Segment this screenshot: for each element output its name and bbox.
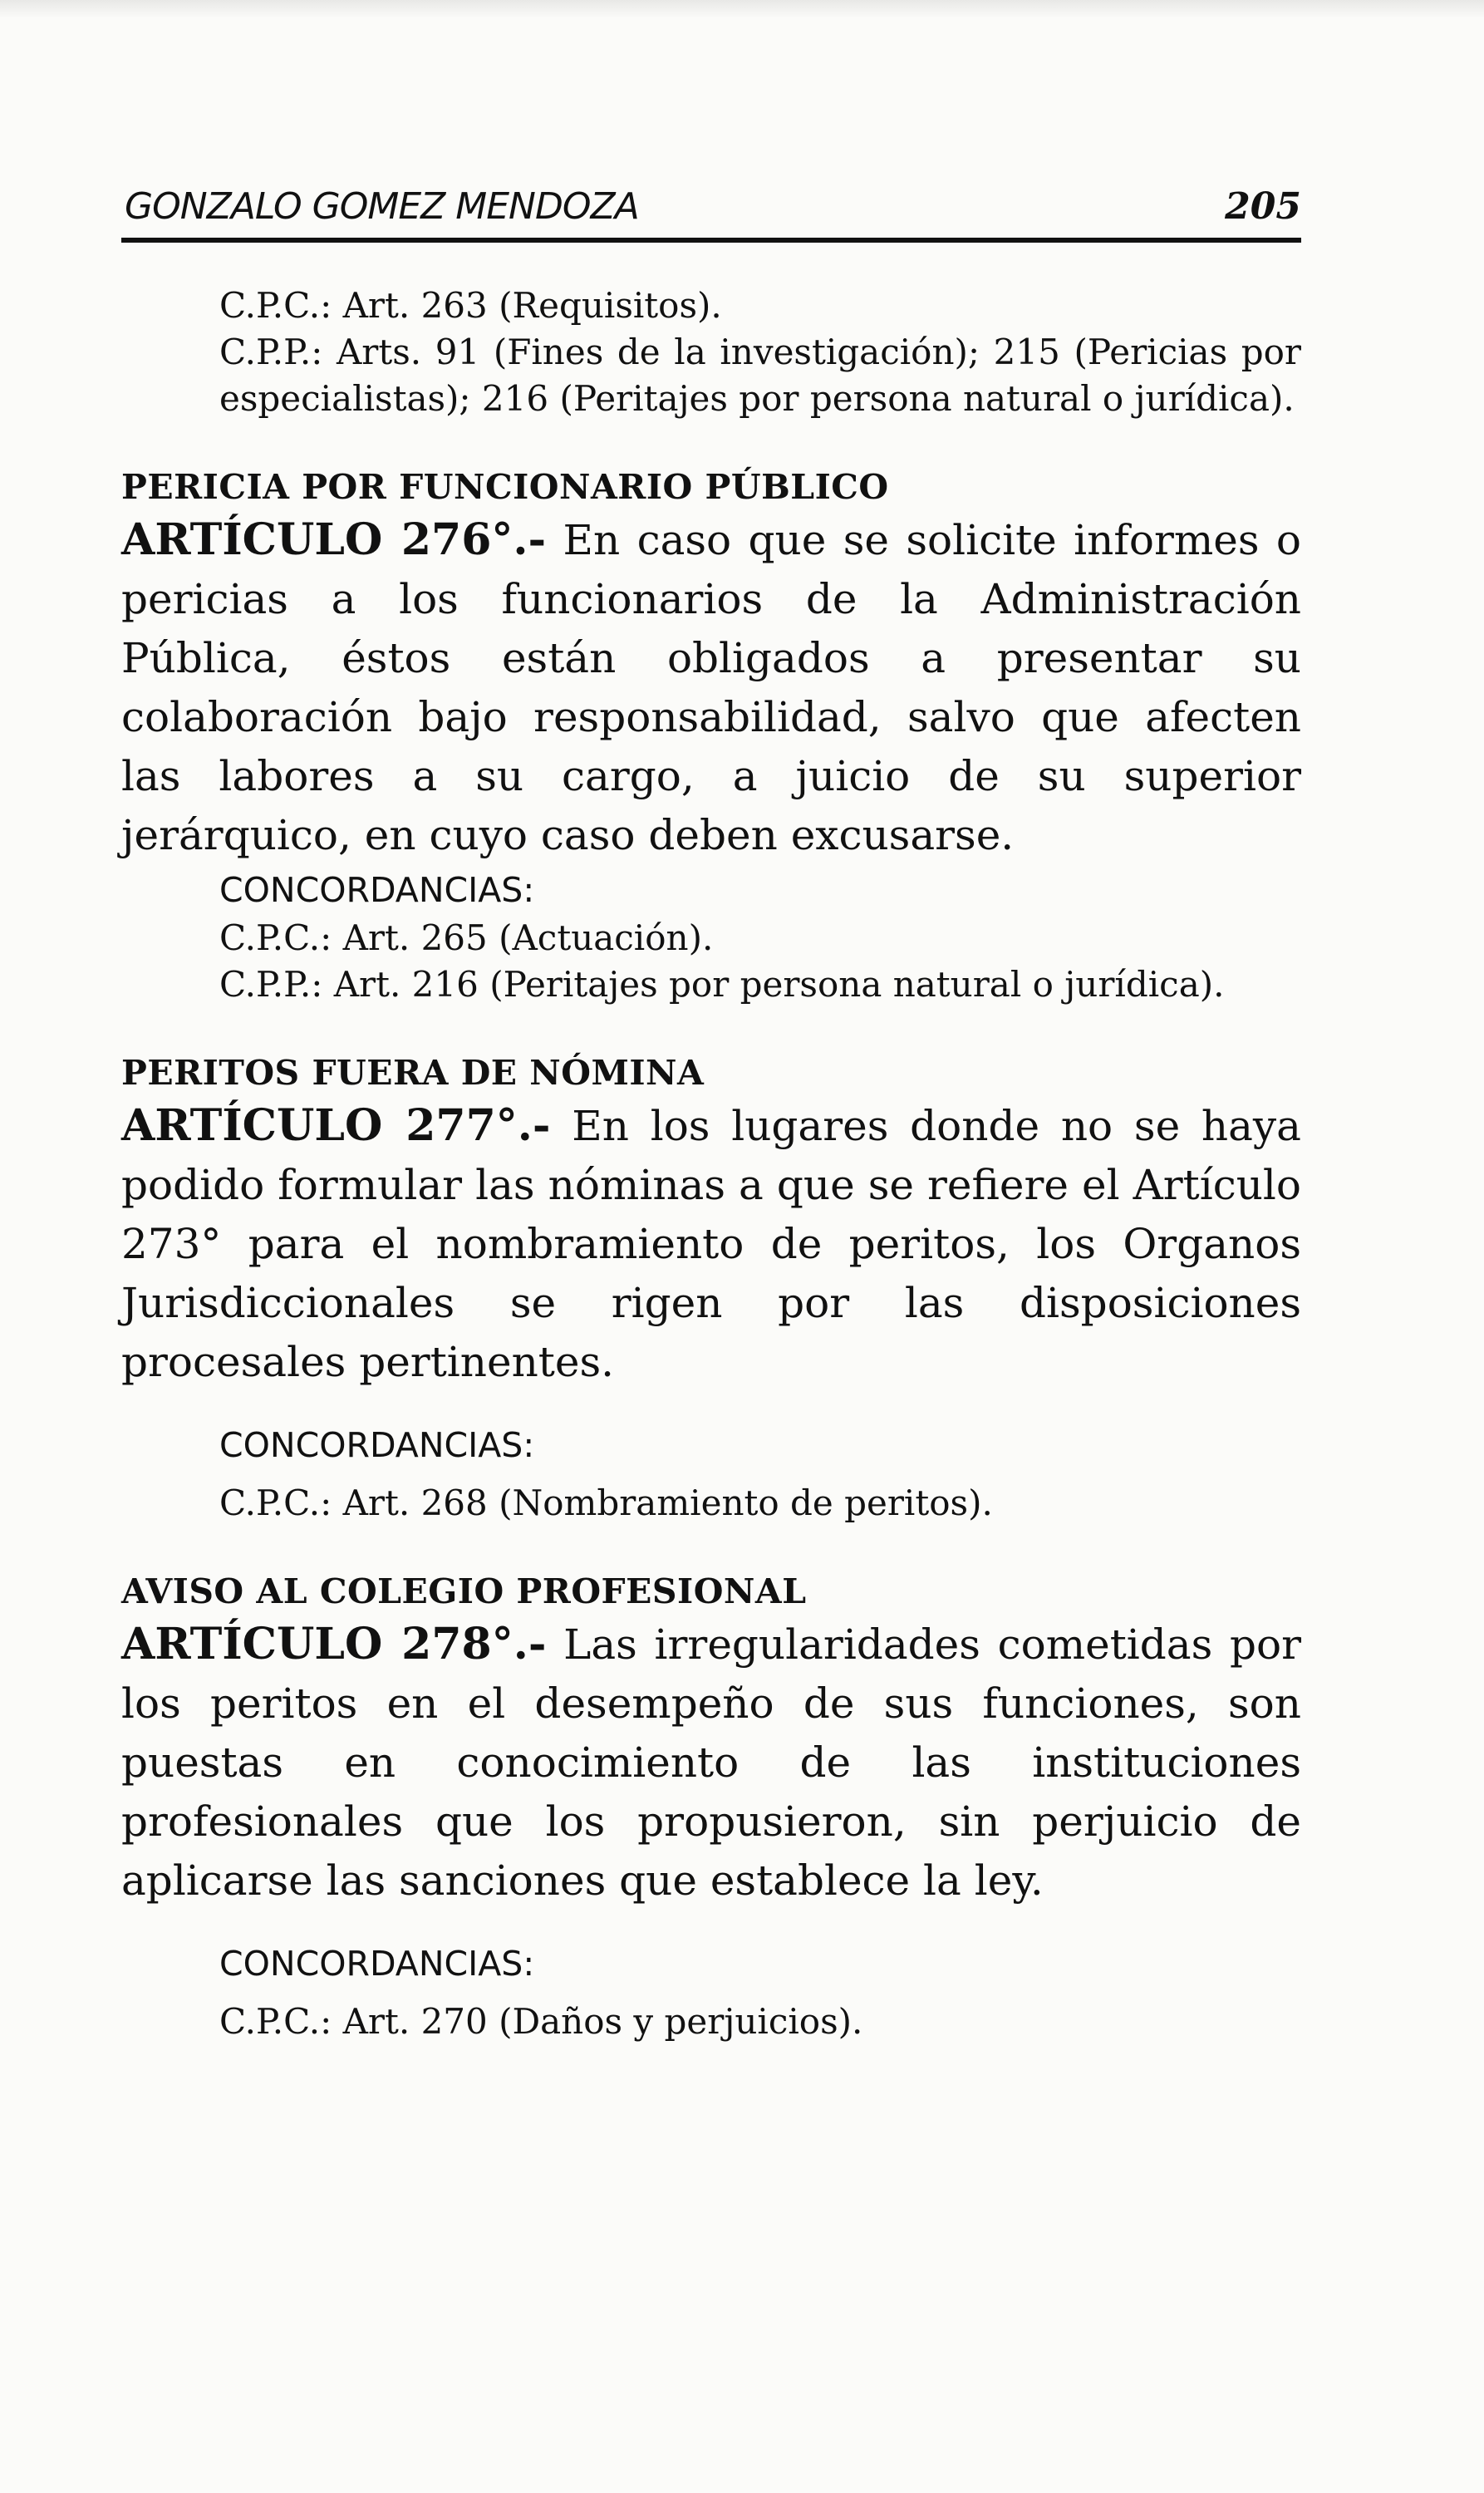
- header-author: GONZALO GOMEZ MENDOZA: [125, 185, 639, 228]
- concordancias-label-278: CONCORDANCIAS:: [219, 1944, 535, 1984]
- section-heading-278: AVISO AL COLEGIO PROFESIONAL: [121, 1571, 807, 1611]
- article-278: [121, 1615, 1301, 1910]
- concordancia-ref: C.P.C.: Art. 270 (Daños y perjuicios).: [219, 2001, 863, 2042]
- article-text-278: Las irregularidades cometidas por los peritos en el desempeño de sus funciones, son puestas en conocimiento de las instituciones profesionales que los propusieron, sin perjuicio de aplicarse las sanciones que establece la ley.: [121, 1620, 1301, 1905]
- article-text-277: En los lugares donde no se haya podido formular las nóminas a que se refiere el Artículo 273° para el nombramiento de peritos, los Organos Jurisdiccionales se rigen por las disposiciones procesales pertinentes.: [121, 1102, 1301, 1386]
- section-heading-276: PERICIA POR FUNCIONARIO PÚBLICO: [121, 467, 889, 507]
- concordancias-label-277: CONCORDANCIAS:: [219, 1425, 535, 1465]
- section-heading-277: PERITOS FUERA DE NÓMINA: [121, 1053, 705, 1093]
- page-number: 205: [1225, 185, 1301, 228]
- article-label-278: ARTÍCULO 278°.-: [121, 1619, 547, 1669]
- article-277: [121, 1096, 1301, 1392]
- article-label-277: ARTÍCULO 277°.-: [121, 1100, 551, 1151]
- article-text-276: En caso que se solicite informes o pericias a los funcionarios de la Administración Pública, éstos están obligados a presentar su colaboración bajo responsabilidad, salvo que afecten las labores a su cargo, a juicio de su superior jerárquico, en cuyo caso deben excusarse.: [121, 516, 1302, 859]
- page-body: [121, 283, 1301, 2045]
- article-label-276: ARTÍCULO 276°.-: [121, 514, 547, 565]
- concordancia-ref: C.P.P.: Art. 216 (Peritajes por persona natural o jurídica).: [219, 964, 1225, 1005]
- article-276: [121, 510, 1301, 865]
- top-ref-cpp: C.P.P.: Arts. 91 (Fines de la investigación); 215 (Pericias por especialistas); 216 (Peritajes por persona natural o jurídica).: [219, 332, 1301, 419]
- top-ref-cpc: C.P.C.: Art. 263 (Requisitos).: [219, 285, 722, 326]
- concordancia-ref: C.P.C.: Art. 265 (Actuación).: [219, 917, 714, 958]
- concordancia-ref: C.P.C.: Art. 268 (Nombramiento de peritos).: [219, 1483, 993, 1523]
- running-header: [121, 173, 1301, 243]
- page-top-shadow: [0, 0, 1484, 18]
- concordancias-label-276: CONCORDANCIAS:: [219, 870, 535, 910]
